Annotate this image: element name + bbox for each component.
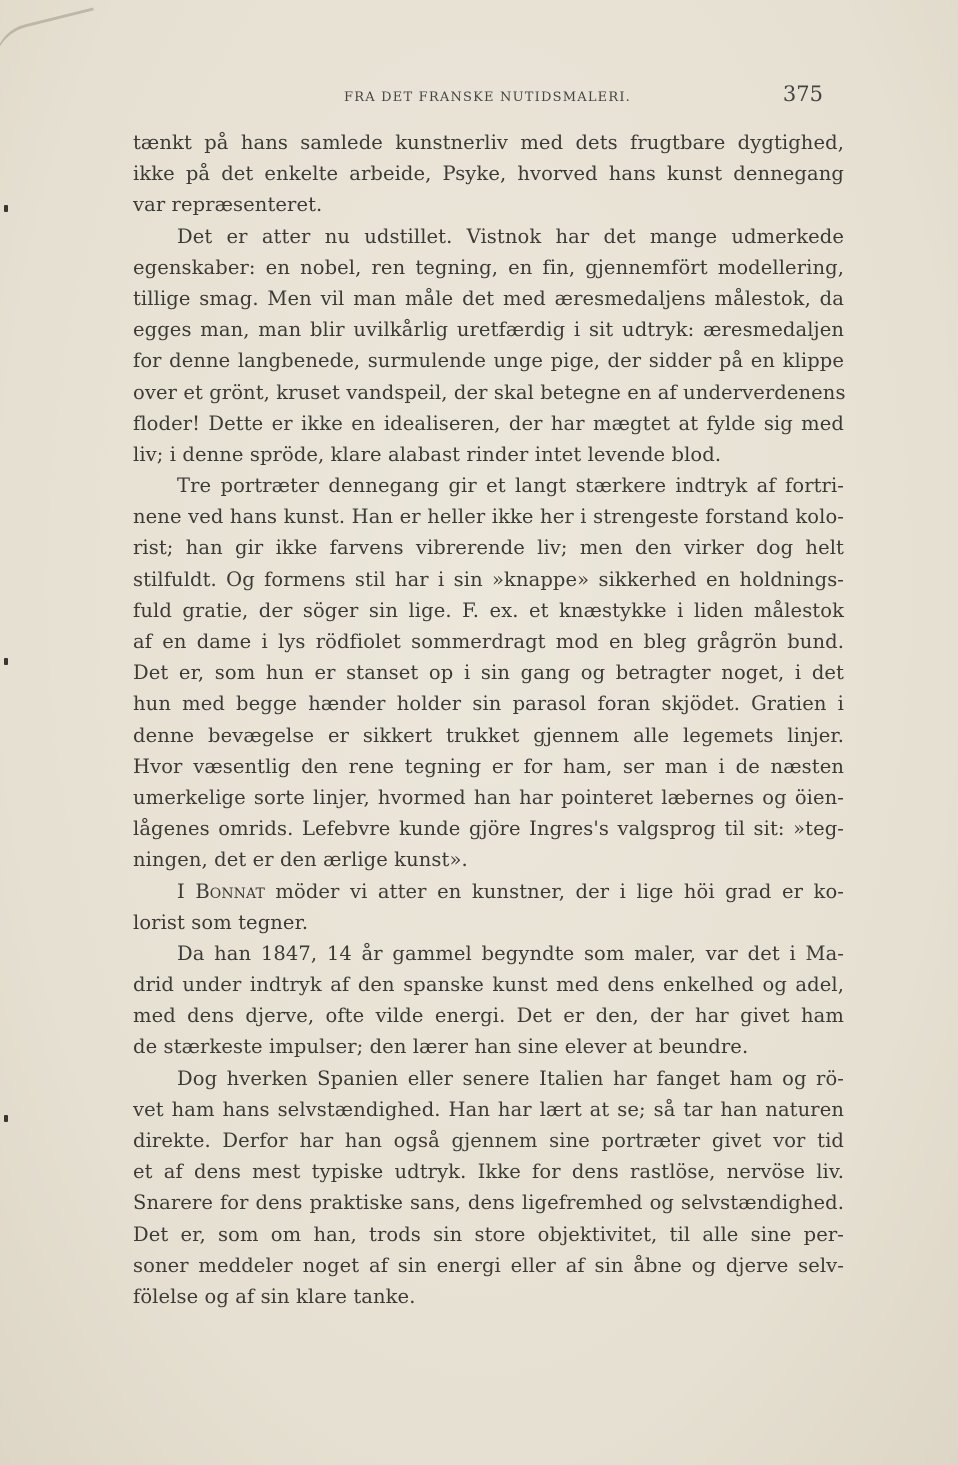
text-line: tænkt på hans samlede kunstnerliv med dets frugtbare dygtighed, <box>133 131 844 154</box>
text-line: lorist som tegner. <box>133 910 309 934</box>
margin-speck <box>4 658 8 665</box>
text-line: Da han 1847, 14 år gammel begyndte som maler, var det i Ma- <box>177 941 844 965</box>
text-line: floder! Dette er ikke en idealiseren, der har mægtet at fylde sig med <box>133 411 844 435</box>
text-line: fölelse og af sin klare tanke. <box>133 1284 416 1308</box>
text-line: fuld gratie, der söger sin lige. F. ex. et knæstykke i liden målestok <box>133 598 844 622</box>
text-fragment: möder vi atter en kunstner, der i lige höi grad er ko- <box>275 879 844 903</box>
text-line: af en dame i lys rödfiolet sommerdragt mod en bleg grågrön bund. <box>133 630 844 653</box>
text-line: Dog hverken Spanien eller senere Italien har fanget ham og rö- <box>177 1066 844 1090</box>
text-line: ningen, det er den ærlige kunst». <box>133 848 468 872</box>
text-line: stilfuldt. Og formens stil har i sin »knappe» sikkerhed en holdnings- <box>133 567 844 591</box>
text-line: Det er, som om han, trods sin store objektivitet, til alle sine per- <box>133 1222 844 1246</box>
page-header <box>133 80 823 116</box>
text-line: nene ved hans kunst. Han er heller ikke her i strengeste forstand kolo- <box>133 505 844 529</box>
corner-smudge <box>0 7 104 75</box>
text-line: egges man, man blir uvilkårlig uretfærdig i sit udtryk: æresmedaljen <box>133 318 844 342</box>
running-head: FRA DET FRANSKE NUTIDSMALERI. <box>344 90 631 105</box>
text-line: Det er, som hun er stanset op i sin gang og betragter noget, i det <box>133 661 844 685</box>
text-fragment: I <box>177 879 185 903</box>
text-line <box>133 876 844 907</box>
text-line: rist; han gir ikke farvens vibrerende liv; men den virker dog helt <box>133 536 844 560</box>
text-line: ikke på det enkelte arbeide, Psyke, hvorved hans kunst dennegang <box>133 162 844 186</box>
text-line: Hvor væsentlig den rene tegning er for ham, ser man i de næsten <box>133 754 844 778</box>
body-text <box>133 127 844 1312</box>
text-line: var repræsenteret. <box>133 193 323 217</box>
text-line: egenskaber: en nobel, ren tegning, en fin, gjennemfört modellering, <box>133 255 844 279</box>
text-line: for denne langbenede, surmulende unge pige, der sidder på en klippe <box>133 349 844 373</box>
text-line: et af dens mest typiske udtryk. Ikke for dens rastlöse, nervöse liv. <box>133 1160 844 1184</box>
text-line: drid under indtryk af den spanske kunst med dens enkelhed og adel, <box>133 973 844 997</box>
text-line: hun med begge hænder holder sin parasol foran skjödet. Gratien i <box>133 692 844 716</box>
artist-name-bonnat: Bonnat <box>195 879 265 903</box>
text-line: de stærkeste impulser; den lærer han sine elever at beundre. <box>133 1035 749 1059</box>
text-line: direkte. Derfor har han også gjennem sine portræter givet vor tid <box>133 1129 844 1152</box>
text-line: Snarere for dens praktiske sans, dens ligefremhed og selvstændighed. <box>133 1191 844 1215</box>
text-line: liv; i denne spröde, klare alabast rinder intet levende blod. <box>133 442 722 466</box>
text-line: soner meddeler noget af sin energi eller af sin åbne og djerve selv- <box>133 1253 844 1277</box>
margin-speck <box>4 1115 8 1122</box>
text-line: vet ham hans selvstændighed. Han har lært at se; så tar han naturen <box>133 1097 844 1121</box>
text-line: Det er atter nu udstillet. Vistnok har det mange udmerkede <box>177 224 844 248</box>
text-line: med dens djerve, ofte vilde energi. Det er den, der har givet ham <box>133 1004 844 1028</box>
text-line: Tre portræter dennegang gir et langt stærkere indtryk af fortri- <box>177 474 844 498</box>
text-line: tillige smag. Men vil man måle det med æresmedaljens målestok, da <box>133 286 844 310</box>
text-line: lågenes omrids. Lefebvre kunde gjöre Ingres's valgsprog til sit: »teg- <box>133 817 844 841</box>
text-line: umerkelige sorte linjer, hvormed han har pointeret læbernes og öien- <box>133 785 844 809</box>
margin-speck <box>4 205 8 212</box>
text-line: over et grönt, kruset vandspeil, der skal betegne en af underverdenens <box>133 380 846 404</box>
text-line: denne bevægelse er sikkert trukket gjennem alle legemets linjer. <box>133 723 844 747</box>
page-number: 375 <box>782 82 823 106</box>
